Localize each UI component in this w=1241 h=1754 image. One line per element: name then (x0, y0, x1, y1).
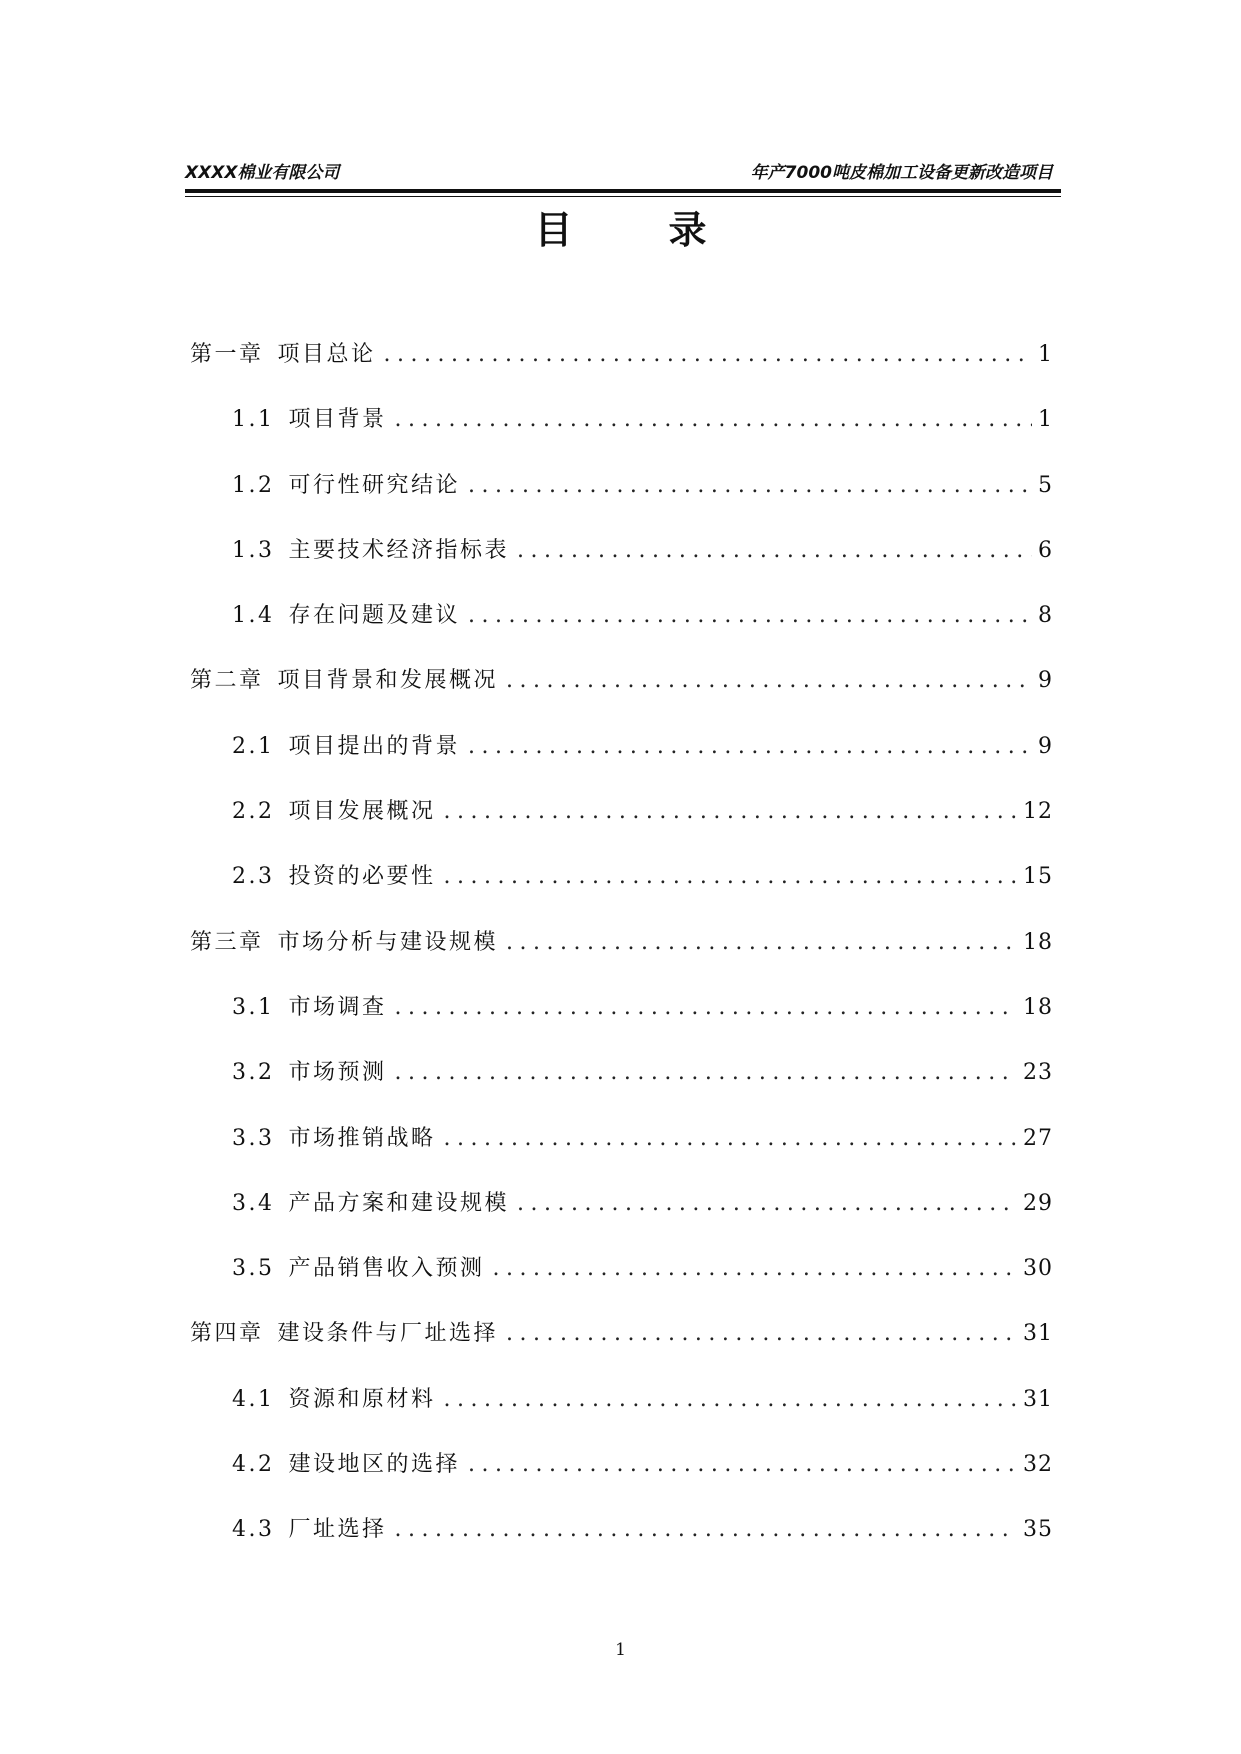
toc-entry-page: 6 (1038, 537, 1053, 563)
toc-entry-page: 31 (1023, 1321, 1053, 1347)
toc-entry-title: 市场调查 (288, 994, 387, 1020)
toc-entry-3-3[interactable] (190, 1124, 1053, 1189)
toc-entry-number: 1.1 (232, 407, 275, 433)
toc-entry-chapter-2[interactable] (190, 666, 1053, 731)
toc-entry-page: 32 (1023, 1452, 1053, 1478)
dot-leader (517, 536, 1032, 566)
toc-entry-number: 第三章 (190, 929, 264, 955)
dot-leader (506, 928, 1017, 958)
toc-entry-1-3[interactable] (190, 536, 1053, 601)
dot-leader (444, 862, 1017, 892)
dot-leader (506, 1319, 1017, 1349)
toc-entry-number: 3.2 (232, 1060, 275, 1086)
toc-entry-page: 27 (1023, 1125, 1053, 1151)
toc-entry-title: 产品方案和建设规模 (288, 1190, 510, 1216)
toc-entry-title: 主要技术经济指标表 (288, 537, 510, 563)
toc-entry-page: 5 (1038, 472, 1053, 498)
table-of-contents (190, 340, 1053, 1581)
toc-entry-number: 4.2 (232, 1452, 275, 1478)
dot-leader (468, 471, 1032, 501)
toc-entry-page: 18 (1023, 994, 1053, 1020)
toc-entry-title: 产品销售收入预测 (288, 1256, 485, 1282)
dot-leader (444, 1124, 1017, 1154)
dot-leader (444, 797, 1017, 827)
toc-entry-title: 市场分析与建设规模 (277, 929, 499, 955)
dot-leader (506, 666, 1032, 696)
dot-leader (395, 405, 1032, 435)
toc-entry-title: 市场预测 (288, 1060, 387, 1086)
toc-entry-page: 12 (1023, 799, 1053, 825)
toc-entry-chapter-4[interactable] (190, 1319, 1053, 1384)
toc-entry-number: 第四章 (190, 1321, 264, 1347)
toc-entry-number: 3.5 (232, 1256, 275, 1282)
toc-entry-number: 第一章 (190, 342, 264, 367)
toc-entry-title: 项目提出的背景 (288, 733, 461, 759)
dot-leader (444, 1385, 1017, 1415)
dot-leader (384, 340, 1032, 370)
toc-entry-1-4[interactable] (190, 601, 1053, 666)
toc-entry-title: 建设条件与厂址选择 (277, 1321, 499, 1347)
toc-entry-2-1[interactable] (190, 732, 1053, 797)
toc-entry-page: 8 (1038, 603, 1053, 629)
page-title: 目录 (534, 208, 803, 252)
toc-entry-number: 3.4 (232, 1190, 275, 1216)
toc-entry-title: 存在问题及建议 (288, 603, 461, 629)
toc-entry-number: 2.2 (232, 799, 275, 825)
toc-entry-number: 第二章 (190, 668, 264, 694)
toc-entry-page: 9 (1038, 668, 1053, 694)
toc-entry-page: 1 (1038, 342, 1053, 367)
toc-entry-title: 资源和原材料 (288, 1386, 436, 1412)
header-rule-thin (185, 196, 1061, 197)
toc-entry-3-5[interactable] (190, 1254, 1053, 1319)
dot-leader (395, 1515, 1017, 1545)
toc-entry-title: 建设地区的选择 (288, 1452, 461, 1478)
toc-entry-page: 15 (1023, 864, 1053, 890)
toc-entry-title: 厂址选择 (288, 1517, 387, 1543)
toc-entry-page: 30 (1023, 1256, 1053, 1282)
header-company-name: XXXX棉业有限公司 (185, 163, 340, 183)
toc-entry-title: 项目发展概况 (288, 799, 436, 825)
toc-entry-number: 2.1 (232, 733, 275, 759)
toc-entry-page: 29 (1023, 1190, 1053, 1216)
toc-entry-title: 项目背景 (288, 407, 387, 433)
toc-entry-chapter-1[interactable] (190, 340, 1053, 405)
toc-entry-page: 18 (1023, 929, 1053, 955)
toc-entry-number: 3.3 (232, 1125, 275, 1151)
toc-entry-title: 项目总论 (277, 342, 376, 367)
dot-leader (468, 732, 1032, 762)
toc-entry-2-2[interactable] (190, 797, 1053, 862)
toc-entry-4-2[interactable] (190, 1450, 1053, 1515)
toc-entry-page: 1 (1038, 407, 1053, 433)
dot-leader (468, 1450, 1017, 1480)
toc-entry-number: 1.2 (232, 472, 275, 498)
toc-entry-page: 23 (1023, 1060, 1053, 1086)
dot-leader (468, 601, 1032, 631)
page-number: 1 (615, 1640, 626, 1660)
header-rule-thick (185, 189, 1061, 193)
dot-leader (517, 1189, 1017, 1219)
header-project-title: 年产7000吨皮棉加工设备更新改造项目 (750, 163, 1053, 183)
toc-entry-number: 4.3 (232, 1517, 275, 1543)
dot-leader (395, 1058, 1017, 1088)
toc-entry-1-2[interactable] (190, 471, 1053, 536)
dot-leader (493, 1254, 1017, 1284)
toc-entry-2-3[interactable] (190, 862, 1053, 927)
toc-entry-3-1[interactable] (190, 993, 1053, 1058)
toc-entry-chapter-3[interactable] (190, 928, 1053, 993)
toc-entry-title: 可行性研究结论 (288, 472, 461, 498)
toc-entry-3-4[interactable] (190, 1189, 1053, 1254)
toc-entry-3-2[interactable] (190, 1058, 1053, 1123)
toc-entry-page: 31 (1023, 1386, 1053, 1412)
toc-entry-number: 1.4 (232, 603, 275, 629)
toc-entry-4-1[interactable] (190, 1385, 1053, 1450)
toc-entry-1-1[interactable] (190, 405, 1053, 470)
toc-entry-page: 35 (1023, 1517, 1053, 1543)
toc-entry-4-3[interactable] (190, 1515, 1053, 1580)
toc-entry-number: 4.1 (232, 1386, 275, 1412)
dot-leader (395, 993, 1017, 1023)
toc-entry-number: 2.3 (232, 864, 275, 890)
toc-entry-number: 3.1 (232, 994, 275, 1020)
page-header (185, 160, 1061, 186)
toc-entry-title: 市场推销战略 (288, 1125, 436, 1151)
toc-entry-page: 9 (1038, 733, 1053, 759)
toc-entry-title: 项目背景和发展概况 (277, 668, 499, 694)
toc-entry-number: 1.3 (232, 537, 275, 563)
toc-entry-title: 投资的必要性 (288, 864, 436, 890)
